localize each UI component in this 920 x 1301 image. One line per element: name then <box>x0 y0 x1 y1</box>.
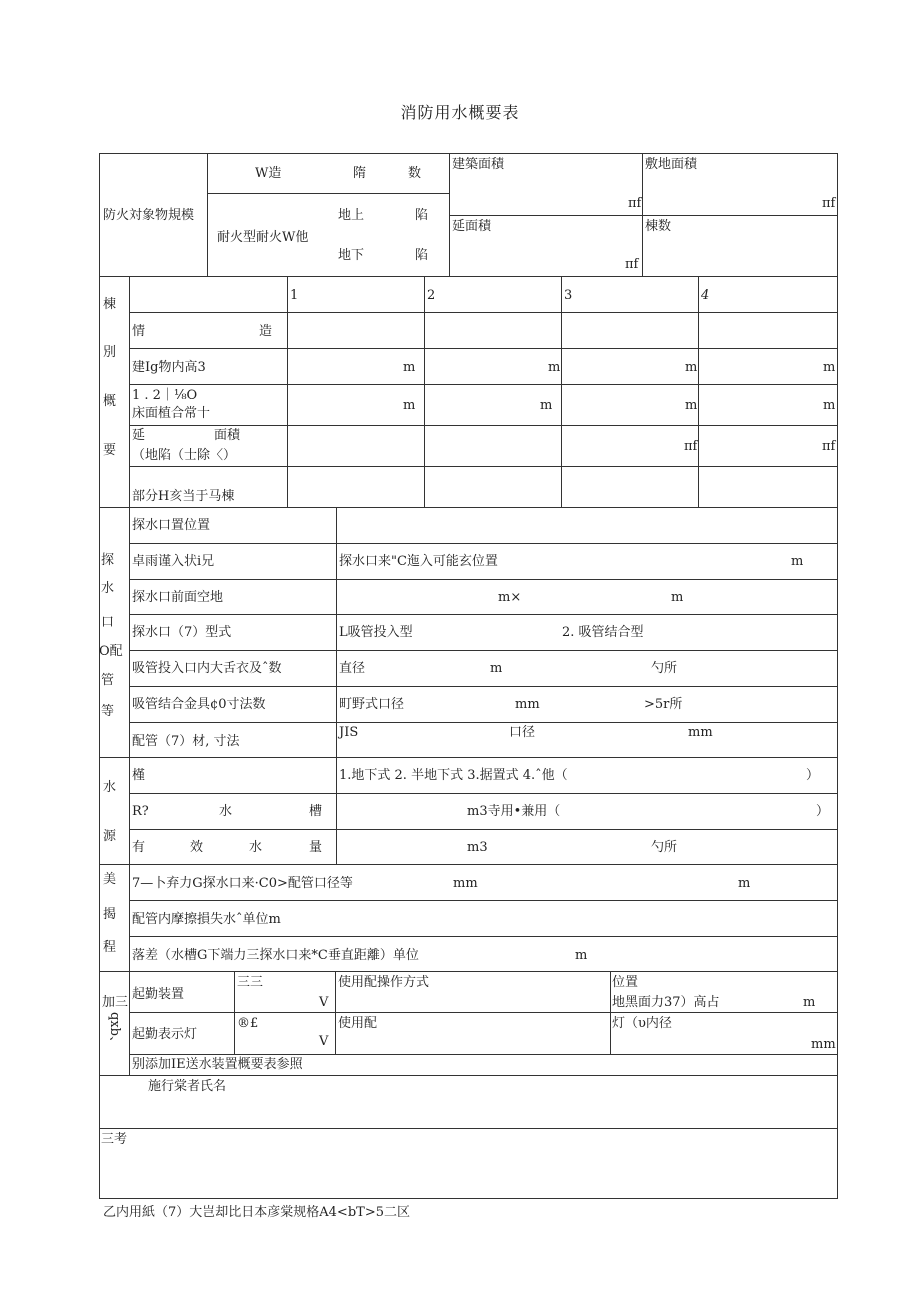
s2-area-b: （地陷（士除〈） <box>132 448 237 463</box>
s1-floors: 隋 <box>353 166 367 181</box>
s2-label-2: 別 <box>103 345 117 360</box>
s6-r2-val: ®£ <box>237 1016 259 1031</box>
s3-r5: 吸管投入口内大舌衣及ˆ数 <box>132 661 282 676</box>
s2-col-4: 4 <box>701 288 710 303</box>
s1-total-area-unit: πf <box>625 257 639 272</box>
s4-r3-unit: 勺所 <box>651 840 678 855</box>
s8-label: 三考 <box>101 1132 128 1147</box>
s2-height-unit-1: m <box>403 360 416 375</box>
s5-label-2: 揭 <box>103 907 117 922</box>
s5-r1: 7—卜弃力G探水口来·C0>配管口径等 <box>132 876 353 891</box>
s2-floor-unit-2: m <box>540 398 553 413</box>
s4-r3-d: 量 <box>309 840 323 855</box>
s2-structure-a: 情 <box>132 324 146 339</box>
s1-site-area: 敷地面積 <box>645 157 698 172</box>
s6-r2-right: 灯（υ内径 <box>612 1016 672 1031</box>
s6-r3: 别添加IE送水装置概要表参照 <box>132 1057 303 1072</box>
s2-part: 部分H亥当于马棟 <box>132 489 235 504</box>
s2-area-unit-3: πf <box>684 439 698 454</box>
s6-r2-mid: 使用配 <box>338 1016 378 1031</box>
s2-col-2: 2 <box>427 288 436 303</box>
s2-floor-unit-1: m <box>403 398 416 413</box>
s4-r2-val: m3寺用•兼用（ <box>467 804 561 819</box>
s3-label-5: 管 <box>101 673 115 688</box>
s3-r2: 卓雨谨入状i兄 <box>132 554 215 569</box>
s5-label-3: 程 <box>103 940 117 955</box>
s4-r3-c: 水 <box>249 840 263 855</box>
s3-r4: 探水口（7）型式 <box>132 625 232 640</box>
s2-area-unit-4: πf <box>822 439 836 454</box>
s3-r7: 配管（7）材, 寸法 <box>132 734 240 749</box>
s5-r3: 落差（水槽G下端力三探水口来*C垂直距離）单位 <box>132 948 419 963</box>
s6-label-b: qxb、 <box>107 1012 122 1049</box>
s3-r6: 吸管结合金具¢0寸法数 <box>132 697 266 712</box>
s2-area-a1: 延 <box>132 428 146 443</box>
s2-height-unit-2: m <box>548 360 561 375</box>
s3-r4-opt2: 2. 吸管结合型 <box>562 625 644 640</box>
s1-fire-type: 耐火型耐火W他 <box>217 230 309 245</box>
page-title: 消防用水概要表 <box>400 103 520 122</box>
s3-label-4: O配 <box>99 644 123 659</box>
s3-label-1: 探 <box>101 553 115 568</box>
s5-r1-m: m <box>738 876 751 891</box>
s3-r6-val: 町野式口径 <box>339 697 405 712</box>
s4-label-2: 源 <box>103 829 117 844</box>
s4-r3-a: 有 <box>132 840 146 855</box>
s3-r1: 探水口置位置 <box>132 518 211 533</box>
s3-r7-mid: 口径 <box>509 725 536 740</box>
s2-floor-b: 床面植合常十 <box>132 406 211 421</box>
s2-floor-unit-3: m <box>685 398 698 413</box>
s2-label-1: 棟 <box>103 297 117 312</box>
s3-r6-mm: mm <box>515 697 540 712</box>
s3-r6-unit: >5r所 <box>644 697 683 712</box>
s3-r5-val: 直径 <box>339 661 366 676</box>
s6-r2-mm: mm <box>811 1037 836 1052</box>
s3-r7-val: JIS <box>339 725 359 740</box>
s1-building-area-unit: πf <box>628 196 642 211</box>
s1-count: 数 <box>408 166 422 181</box>
s6-r1-v: V <box>319 995 329 1010</box>
s2-height-unit-4: m <box>823 360 836 375</box>
s2-floor-a: 1 . 2｜⅛O <box>132 388 198 403</box>
s1-building-count: 棟数 <box>645 219 672 234</box>
s3-r3-unit: m <box>671 590 684 605</box>
s6-r2: 起勤表示灯 <box>132 1027 198 1042</box>
s3-label-3: 口 <box>101 615 115 630</box>
s1-site-area-unit: πf <box>822 196 836 211</box>
s4-r3-b: 效 <box>190 840 204 855</box>
s6-label-a: 加三 <box>102 995 129 1010</box>
s2-label-4: 要 <box>103 443 117 458</box>
s1-below: 地下 <box>338 248 365 263</box>
s5-r1-mm: mm <box>453 876 478 891</box>
s2-col-1: 1 <box>290 288 299 303</box>
s4-label-1: 水 <box>103 780 117 795</box>
s6-r1-mid: 使用配操作方式 <box>338 975 430 990</box>
s4-r3-val: m3 <box>467 840 488 855</box>
s1-structure: W造 <box>255 166 282 181</box>
s3-r3: 探水口前面空地 <box>132 590 224 605</box>
s2-area-a2: 面積 <box>214 428 241 443</box>
s1-above-unit: 陷 <box>415 208 429 223</box>
s2-structure-b: 造 <box>259 324 273 339</box>
s3-r4-opt1: L吸管投入型 <box>339 625 413 640</box>
s1-below-unit: 陷 <box>415 248 429 263</box>
s3-r5-unit: 勺所 <box>651 661 678 676</box>
s7-label: 施行棠者氏名 <box>148 1079 227 1094</box>
s3-label-2: 水 <box>101 581 115 596</box>
s5-r2: 配管内摩擦損失水ˆ单位m <box>132 912 281 927</box>
s3-r3-val: m× <box>498 590 522 605</box>
s3-r2-unit: m <box>791 554 804 569</box>
s4-r1-end: ） <box>806 768 820 783</box>
s6-r1-m: m <box>803 995 816 1010</box>
s4-r1-val: 1.地下式 2. 半地下式 3.据置式 4.ˆ他（ <box>339 768 568 783</box>
s2-height: 建Ig物内高3 <box>132 360 206 375</box>
s2-height-unit-3: m <box>685 360 698 375</box>
s1-total-area: 延面積 <box>452 219 492 234</box>
s6-r1-pos: 位置 <box>612 975 639 990</box>
s1-label: 防火対象物規模 <box>103 208 195 223</box>
s3-r7-mm: mm <box>688 725 713 740</box>
s5-label-1: 美 <box>103 872 117 887</box>
s1-building-area: 建築面積 <box>452 157 505 172</box>
s3-r5-m: m <box>490 661 503 676</box>
s2-label-3: 概 <box>103 394 117 409</box>
s6-r1-right: 地黑面力37）高占 <box>612 995 720 1010</box>
s3-label-6: 等 <box>101 704 115 719</box>
s2-floor-unit-4: m <box>823 398 836 413</box>
s2-col-3: 3 <box>564 288 573 303</box>
s5-r3-m: m <box>575 948 588 963</box>
s6-r1: 起勤装置 <box>132 987 185 1002</box>
s6-r1-val: 三三 <box>237 975 264 990</box>
s4-r1: 槿 <box>132 768 146 783</box>
s3-r2-val: 探水口来"C迤入可能玄位置 <box>339 554 498 569</box>
s4-r2-a: R? <box>132 804 149 819</box>
s4-r2-end: ） <box>816 804 830 819</box>
s6-r2-v: V <box>319 1034 329 1049</box>
footnote: 乙内用紙（7）大岂却比日本彦棠规格A4<bT>5二区 <box>103 1205 410 1220</box>
s1-above: 地上 <box>338 208 365 223</box>
s4-r2-b: 水 <box>219 804 233 819</box>
s4-r2-c: 槽 <box>309 804 323 819</box>
